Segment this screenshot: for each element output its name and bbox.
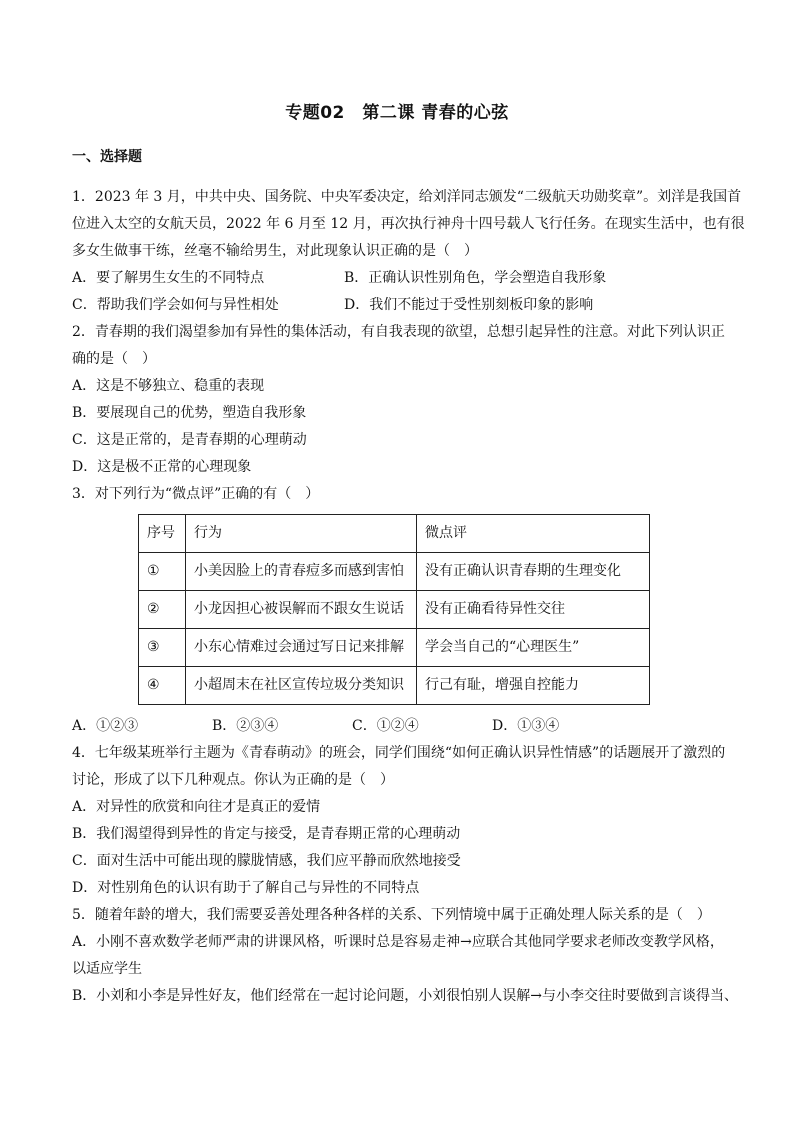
question-4-option-d: D．对性别角色的认识有助于了解自己与异性的不同特点 xyxy=(72,880,420,896)
table-cell: 学会当自己的“心理医生” xyxy=(417,629,650,667)
question-3-option-c: C．①②④ xyxy=(352,718,419,734)
section-heading: 一、选择题 xyxy=(72,149,142,165)
evaluation-table xyxy=(138,514,650,705)
table-row xyxy=(139,553,650,591)
table-header-cell: 序号 xyxy=(139,515,186,553)
question-2-stem-line-2: 确的是（ ） xyxy=(72,351,156,367)
table-header-cell: 行为 xyxy=(186,515,417,553)
question-list xyxy=(72,184,745,1010)
table-cell: 小龙因担心被误解而不跟女生说话 xyxy=(186,591,417,629)
question-4-option-c: C．面对生活中可能出现的朦胧情感，我们应平静而欣然地接受 xyxy=(72,853,461,869)
question-2-option-d: D．这是极不正常的心理现象 xyxy=(72,459,252,475)
question-4-option-a: A．对异性的欣赏和向往才是真正的爱情 xyxy=(72,799,321,815)
table-cell: 没有正确看待异性交往 xyxy=(417,591,650,629)
question-4-option-b: B．我们渴望得到异性的肯定与接受，是青春期正常的心理萌动 xyxy=(72,826,461,842)
question-5-option-b: B．小刘和小李是异性好友，他们经常在一起讨论问题，小刘很怕别人误解→与小李交往时要做到言谈得当、 xyxy=(72,988,739,1004)
table-cell: ④ xyxy=(139,667,186,705)
question-1-option-a: A．要了解男生女生的不同特点 xyxy=(72,270,265,286)
table-cell: 没有正确认识青春期的生理变化 xyxy=(417,553,650,591)
question-2-option-c: C．这是正常的，是青春期的心理萌动 xyxy=(72,432,307,448)
question-4-stem-line-1: 4．七年级某班举行主题为《青春萌动》的班会，同学们围绕“如何正确认识异性情感”的话题展开了激烈的 xyxy=(72,745,726,761)
question-1-option-d: D．我们不能过于受性别刻板印象的影响 xyxy=(344,297,594,313)
question-1-option-c: C．帮助我们学会如何与异性相处 xyxy=(72,297,279,313)
question-3-options xyxy=(72,713,722,740)
table-cell: 行己有耻，增强自控能力 xyxy=(417,667,650,705)
table-cell: 小超周末在社区宣传垃圾分类知识 xyxy=(186,667,417,705)
question-5-option-a-line-1: A．小刚不喜欢数学老师严肃的讲课风格，听课时总是容易走神→应联合其他同学要求老师改变教学风格， xyxy=(72,934,724,950)
question-3-stem: 3．对下列行为“微点评”正确的有（ ） xyxy=(72,486,320,502)
question-5-stem: 5．随着年龄的增大，我们需要妥善处理各种各样的关系、下列情境中属于正确处理人际关系的是（ ） xyxy=(72,907,711,923)
table-cell: ② xyxy=(139,591,186,629)
question-5-option-a-line-2: 以适应学生 xyxy=(72,961,142,977)
question-1-option-b: B．正确认识性别角色，学会塑造自我形象 xyxy=(344,270,607,286)
question-1-options-row-2 xyxy=(72,292,722,319)
question-5 xyxy=(72,902,739,1010)
question-1-options-row-1 xyxy=(72,265,722,292)
table-cell: 小美因脸上的青春痘多而感到害怕 xyxy=(186,553,417,591)
page-title: 专题02 第二课 青春的心弦 xyxy=(285,103,509,123)
question-1 xyxy=(72,184,745,319)
table-cell: 小东心情难过会通过写日记来排解 xyxy=(186,629,417,667)
question-3-option-a: A．①②③ xyxy=(72,718,139,734)
question-2-option-a: A．这是不够独立、稳重的表现 xyxy=(72,378,265,394)
question-4 xyxy=(72,740,726,902)
question-2 xyxy=(72,319,725,481)
question-2-option-b: B．要展现自己的优势，塑造自我形象 xyxy=(72,405,307,421)
table-cell: ③ xyxy=(139,629,186,667)
table-cell: ① xyxy=(139,553,186,591)
question-2-stem-line-1: 2．青春期的我们渴望参加有异性的集体活动，有自我表现的欲望，总想引起异性的注意。对此下列认识正 xyxy=(72,324,725,340)
table-row xyxy=(139,591,650,629)
question-1-stem-line-3: 多女生做事干练，丝毫不输给男生，对此现象认识正确的是（ ） xyxy=(72,243,478,259)
table-header-cell: 微点评 xyxy=(417,515,650,553)
question-1-stem-line-2: 位进入太空的女航天员，2022 年 6 月至 12 月，再次执行神舟十四号载人飞行任务。在现实生活中，也有很 xyxy=(72,216,745,232)
question-3-option-d: D．①③④ xyxy=(492,718,560,734)
table-row xyxy=(139,629,650,667)
table-row xyxy=(139,667,650,705)
question-3-option-b: B．②③④ xyxy=(212,718,279,734)
question-1-stem-line-1: 1．2023 年 3 月，中共中央、国务院、中央军委决定，给刘洋同志颁发“二级航天功勋奖章”。刘洋是我国首 xyxy=(72,189,742,205)
question-3 xyxy=(72,481,722,740)
question-4-stem-line-2: 讨论，形成了以下几种观点。你认为正确的是（ ） xyxy=(72,772,394,788)
table-header-row xyxy=(139,515,650,553)
